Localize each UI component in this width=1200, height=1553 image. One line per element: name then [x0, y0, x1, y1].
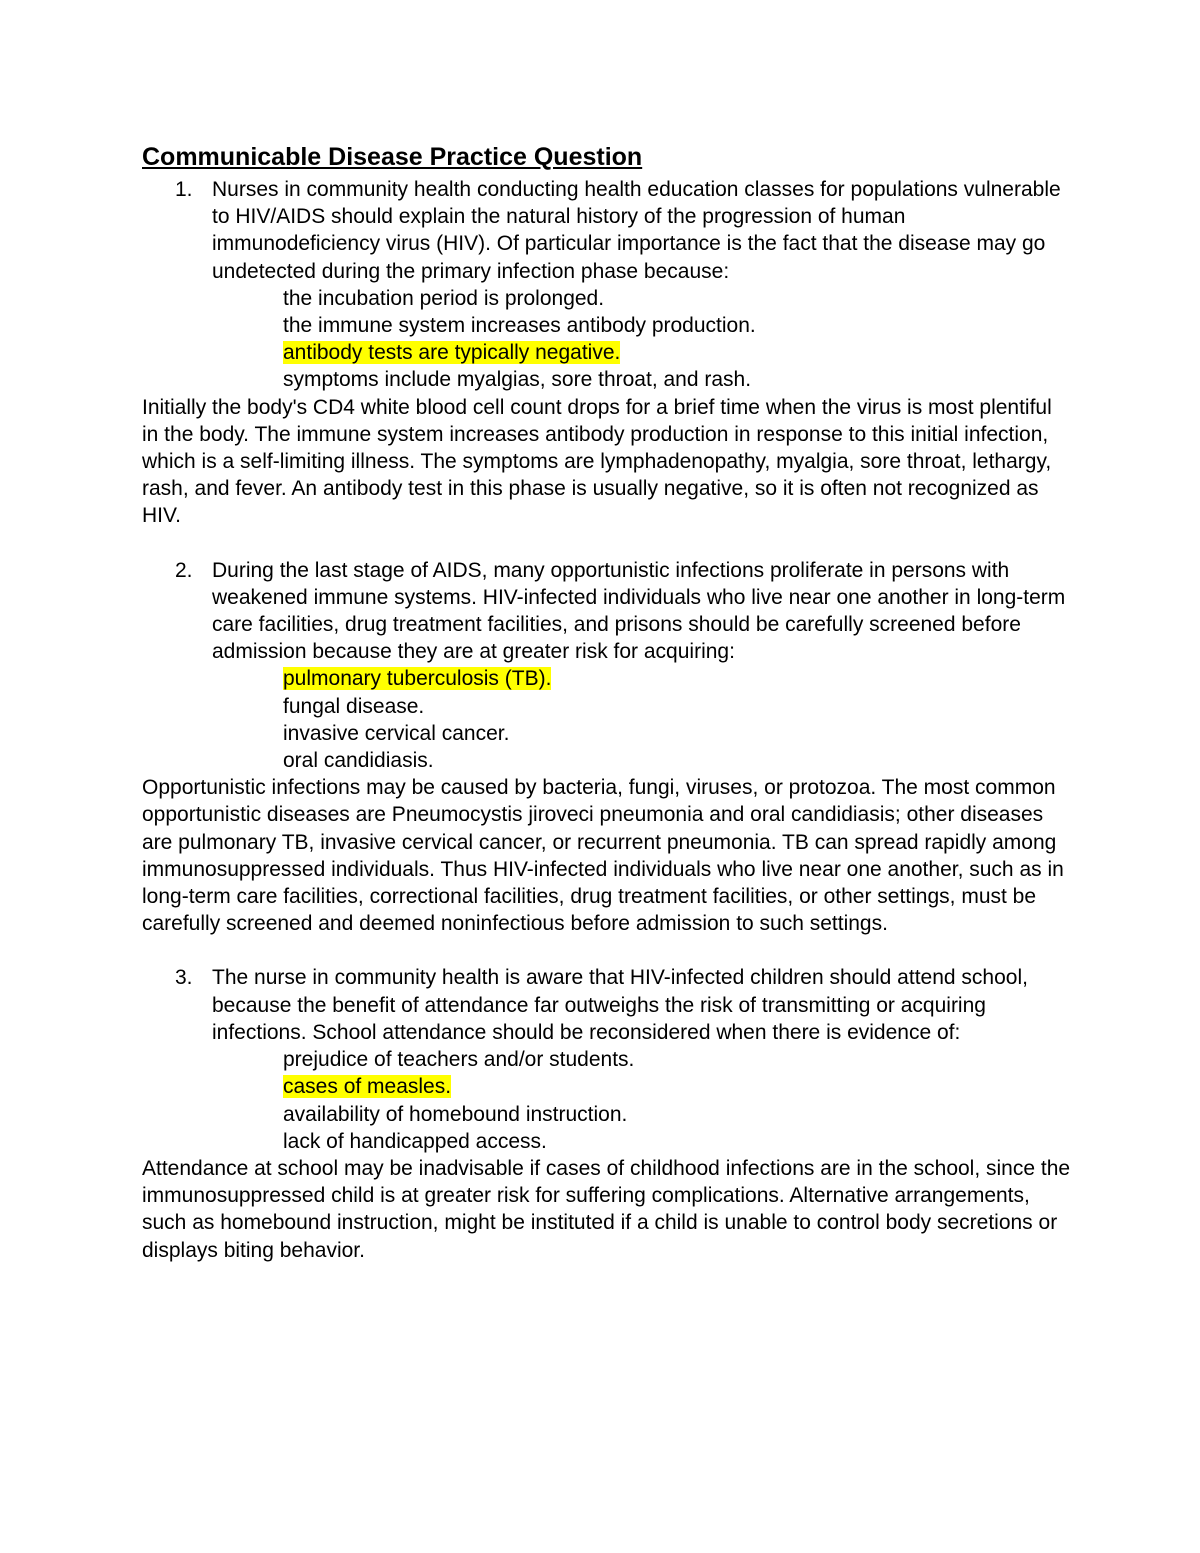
- rationale-paragraph: Attendance at school may be inadvisable if cases of childhood infections are in the school, since the immunosuppressed child is at greater risk for suffering complications. Alternative arrangements, such as homebound instruction, might be instituted if a child is unable to control body secretions or displays biting behavior.: [142, 1156, 1071, 1262]
- answer-option-text: availability of homebound instruction.: [283, 1102, 628, 1126]
- rationale-paragraph: Opportunistic infections may be caused by bacteria, fungi, viruses, or protozoa. The most common opportunistic diseases are Pneumocystis jiroveci pneumonia and oral candidiasis; other diseases are pulmonary TB, invasive cervical cancer, or recurrent pneumonia. TB can spread rapidly among immunosuppressed individuals. Thus HIV-infected individuals who live near one another, such as in long-term care facilities, correctional facilities, drug treatment facilities, or other settings, must be carefully screened and deemed noninfectious before admission to such settings.: [142, 776, 1064, 936]
- answer-option-text: oral candidiasis.: [283, 749, 434, 773]
- rationale-paragraph: Initially the body's CD4 white blood cell count drops for a brief time when the virus is most plentiful in the body. The immune system increases antibody production in response to this initial infection, which is a self-limiting illness. The symptoms are lymphadenopathy, myalgia, sore throat, lethargy, rash, and fever. An antibody test in this phase is usually negative, so it is often not recognized as HIV.: [142, 395, 1052, 528]
- answer-option: [142, 1046, 1072, 1073]
- question-number: 1.: [175, 178, 193, 201]
- answer-option-text: prejudice of teachers and/or students.: [283, 1048, 635, 1072]
- answer-option-text: the incubation period is prolonged.: [283, 286, 605, 310]
- answer-options: [142, 665, 1072, 774]
- document-title: Communicable Disease Practice Question: [142, 143, 643, 171]
- question-1: [142, 176, 1072, 285]
- answer-option: [142, 285, 1072, 312]
- answer-option-text: the immune system increases antibody production.: [283, 314, 756, 338]
- answer-option: [142, 1128, 1072, 1155]
- answer-options: [142, 1046, 1072, 1155]
- answer-option: [142, 720, 1072, 747]
- answer-option: [142, 312, 1072, 339]
- answer-option-text: symptoms include myalgias, sore throat, and rash.: [283, 368, 752, 392]
- answer-option: [142, 693, 1072, 720]
- highlighted-answer-text: cases of measles.: [283, 1075, 452, 1099]
- answer-option-correct: [142, 665, 1072, 692]
- answer-options: [142, 285, 1072, 394]
- paragraph-spacer: [142, 937, 1072, 964]
- document-page: [142, 140, 1072, 1264]
- highlighted-answer-text: pulmonary tuberculosis (TB).: [283, 667, 552, 691]
- question-stem: During the last stage of AIDS, many opportunistic infections proliferate in persons with weakened immune systems. HIV-infected individuals who live near one another in long-term care facilities, drug treatment facilities, and prisons should be carefully screened before admission because they are at greater risk for acquiring:: [212, 558, 1066, 664]
- answer-option: [142, 747, 1072, 774]
- answer-option-correct: [142, 1073, 1072, 1100]
- answer-option: [142, 1101, 1072, 1128]
- highlighted-answer-text: antibody tests are typically negative.: [283, 341, 621, 365]
- question-2: [142, 557, 1072, 666]
- answer-option: [142, 366, 1072, 393]
- answer-option-text: lack of handicapped access.: [283, 1129, 547, 1153]
- question-number: 3.: [175, 966, 193, 990]
- answer-option-correct: [142, 339, 1072, 366]
- paragraph-spacer: [142, 530, 1072, 557]
- question-3: [142, 964, 1072, 1046]
- question-number: 2.: [175, 558, 193, 582]
- question-stem: Nurses in community health conducting health education classes for populations vulnerable to HIV/AIDS should explain the natural history of the progression of human immunodeficiency virus (HIV). Of particular importance is the fact that the disease may go undetected during the primary infection phase because:: [212, 178, 1061, 283]
- answer-option-text: invasive cervical cancer.: [283, 721, 510, 745]
- question-stem: The nurse in community health is aware that HIV-infected children should attend school, because the benefit of attendance far outweighs the risk of transmitting or acquiring infections. School attendance should be reconsidered when there is evidence of:: [212, 966, 1028, 1044]
- answer-option-text: fungal disease.: [283, 694, 425, 718]
